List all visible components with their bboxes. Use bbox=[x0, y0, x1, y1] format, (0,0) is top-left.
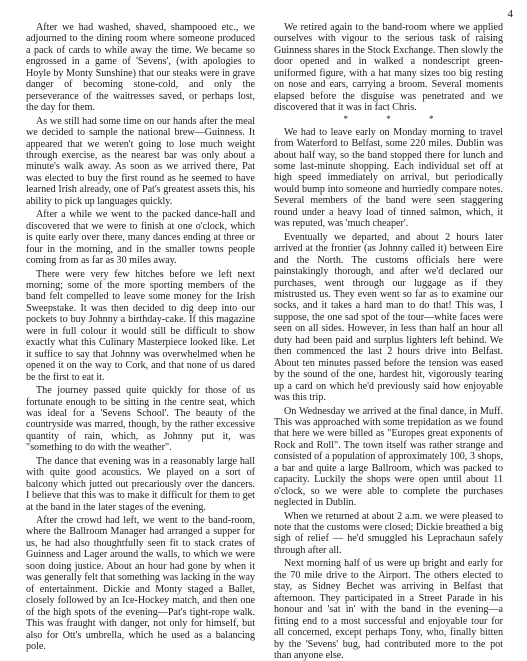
page-number: 4 bbox=[507, 8, 513, 20]
paragraph: The journey passed quite quickly for those of us fortunate enough to be sitting in the centre seat, which was ideal for a 'Sevens School'. The beauty of the countryside was marred, though, by the rather excessive quantity of rain, which, as Johnny put it, was "something to do with the weather". bbox=[26, 385, 255, 454]
paragraph: The dance that evening was in a reasonably large hall with quite good acoustics. We played on a sort of balcony which jutted out precariously over the dancers. I believe that this was to make it difficult for them to get at the band in the later stages of the evening. bbox=[26, 455, 255, 513]
paragraph: After the crowd had left, we went to the band-room, where the Ballroom Manager had arranged a supper for us, he had also thoughtfully seen fit to stack crates of Guinness and Lager around the walls, to which we were soon doing justice. About an hour had gone by when it was generally felt that something was lacking in the way of entertainment. Dickie and Monty staged a Ballet, closely followed by an Ice-Hockey match, and then one of the high spots of the evening—Pat's tight-rope walk. This was fraught with danger, not only for himself, but also for Ott's umbrella, which he used as a balancing pole. bbox=[26, 515, 256, 653]
paragraph: We had to leave early on Monday morning to travel from Waterford to Belfast, some 220 miles. Dublin was about half way, so the band stopped there for lunch and some last-minute shopping. Each individual set off at high speed immediately on arrival, but periodically would bump into someone and hurriedly compare notes. Several members of the band were seen staggering round under a heavy load of tinned salmon, which, it was reputed, was 'much cheaper'. bbox=[274, 126, 503, 230]
paragraph: There were very few hitches before we left next morning; some of the more sporting members of the band felt compelled to leave some money for the Irish Sweepstake. It was then decided to dig deep into our pockets to buy Johnny a birthday-cake. If this magazine were in full colour it would still be difficult to show exactly what this Culinary Masterpiece looked like. Let it suffice to say that Johnny was overwhelmed when he opened it on the way to Cork, and that none of us dared be the first to eat it. bbox=[26, 268, 255, 383]
paragraph: Next morning half of us were up bright and early for the 70 mile drive to the Airport. The others elected to stay, as Sidney Bechet was arriving in Belfast that afternoon. They participated in a Street Parade in his honour and 'sat in' with the band in the evening—a fitting end to a most successful and enjoyable tour for all concerned, except perhaps Tony, who, finally bitten by the 'Sevens' bug, had contributed more to the pot than anyone else. bbox=[274, 558, 503, 661]
paragraph: After a while we went to the packed dance-hall and discovered that we were to finish at one o'clock, which is quite early over there, many dances ending at three or four in the morning, and in the smaller towns people coming from as far as 30 miles away. bbox=[26, 209, 255, 267]
paragraph: Eventually we departed, and about 2 hours later arrived at the frontier (as Johnny called it) between Eire and the North. The customs officials here were painstakingly thorough, and after we'd declared our purchases, went through our luggage as if they mistrusted us. They even went so far as to examine our socks, and it takes a hard man to do that! This was, I suppose, the one sad spot of the tour—white faces were seen on all sides. However, in less than half an hour all duty had been paid and surplus lighters left behind. We then commenced the last 2 hours drive into Belfast. About ten minutes passed before the tension was eased by the sound of the one, hardest hit, vigorously tearing up a card on which he'd previously said how enjoyable was this trip. bbox=[274, 231, 503, 404]
paragraph: When we returned at about 2 a.m. we were pleased to note that the customs were closed; Dickie breathed a big sigh of relief — he'd smuggled his Leprachaun safely through after all. bbox=[274, 510, 503, 556]
paragraph: On Wednesday we arrived at the final dance, in Muff. This was approached with some trepidation as we found that here we were billed as "Europes great exponents of Rock and Roll". The town itself was rather strange and consisted of a population of approximately 100, 3 shops, a bar and quite a large Ballroom, which was packed to capacity. Luckily the shops were open until about 11 o'clock, so we were able to complete the purchases neglected in Dublin. bbox=[274, 405, 503, 509]
paragraph: We retired again to the band-room where we applied ourselves with vigour to the serious task of raising Guinness shares in the Stock Exchange. Then slowly the door opened and in walked a nondescript green-uniformed figure, with a hat many sizes too big resting on nose and ears, carrying a broom. Several moments elapsed before the disguise was penetrated and we discovered that it was in fact Chris. bbox=[274, 22, 503, 114]
paragraph: After we had washed, shaved, shampooed etc., we adjourned to the dining room where someone produced a pack of cards to while away the time. We became so engrossed in a game of 'Sevens', (with apologies to Hoyle by Monty Sunshine) that our steaks were in grave danger of becoming stone-cold, and only the perseverance of the waitresses saved, or perhaps lost, the day for them. bbox=[26, 22, 255, 114]
right-column bbox=[274, 22, 503, 661]
section-divider: * * * bbox=[343, 113, 452, 124]
paragraph: As we still had some time on our hands after the meal we decided to sample the national brew—Guinness. It appeared that we weren't going to lose much weight through exercise, as the nearest bar was only about a minute's walk away. As soon as we arrived there, Pat was elected to buy the first round as he seemed to have learned Irish already, one of Pat's greatest assets this, his ability to pick up languages quickly. bbox=[26, 115, 255, 207]
left-column bbox=[26, 22, 255, 652]
